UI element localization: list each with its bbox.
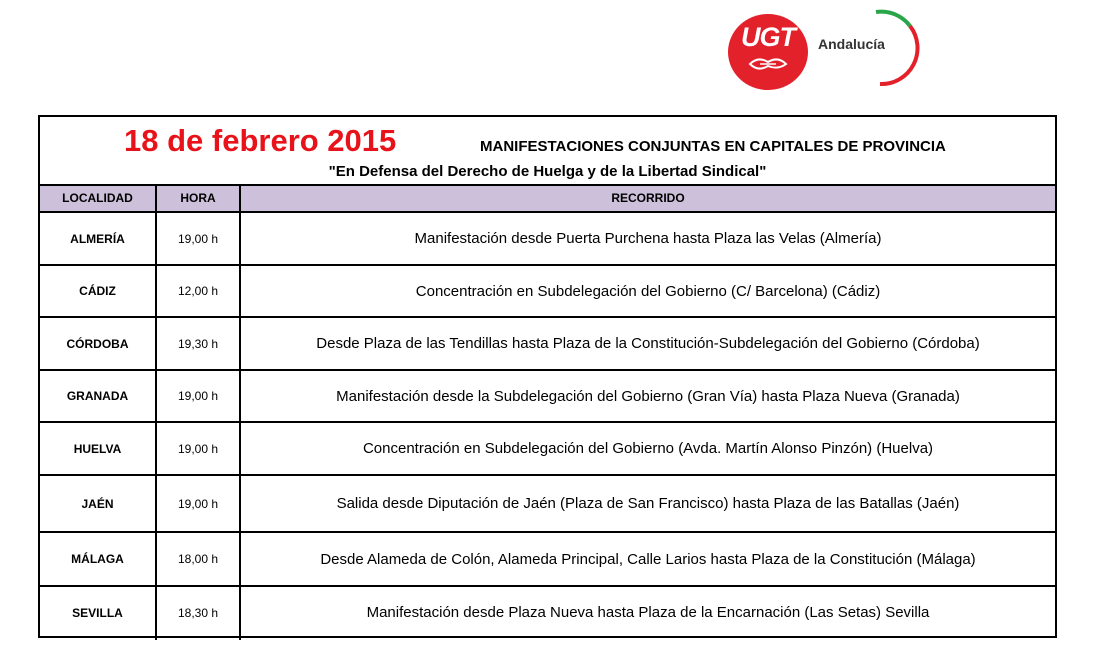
- handshake-icon: [748, 54, 788, 74]
- cell-recorrido: Manifestación desde Puerta Purchena hasta Plaza las Velas (Almería): [414, 230, 882, 247]
- cell-recorrido: Salida desde Diputación de Jaén (Plaza de San Francisco) hasta Plaza de las Batallas (Jaén): [336, 495, 960, 512]
- document-heading: MANIFESTACIONES CONJUNTAS EN CAPITALES DE PROVINCIA: [480, 138, 946, 155]
- document-subheading: "En Defensa del Derecho de Huelga y de la Libertad Sindical": [328, 163, 767, 180]
- cell-recorrido: Manifestación desde Plaza Nueva hasta Plaza de la Encarnación (Las Setas) Sevilla: [366, 604, 930, 621]
- event-date: 18 de febrero 2015: [124, 123, 397, 158]
- cell-recorrido: Concentración en Subdelegación del Gobierno (C/ Barcelona) (Cádiz): [415, 282, 881, 300]
- cell-hora: 19,00 h: [177, 389, 219, 403]
- table-header: [40, 184, 1055, 213]
- cell-localidad: SEVILLA: [72, 605, 123, 620]
- table-row: [40, 587, 1055, 638]
- cell-localidad: CÓRDOBA: [66, 336, 129, 351]
- cell-recorrido: Desde Plaza de las Tendillas hasta Plaza de la Constitución-Subdelegación del Gobierno (Córdoba): [316, 335, 980, 352]
- cell-localidad: JAÉN: [81, 496, 114, 511]
- cell-localidad: ALMERÍA: [70, 231, 125, 246]
- cell-hora: 19,30 h: [177, 336, 219, 351]
- cell-recorrido: Desde Alameda de Colón, Alameda Principal, Calle Larios hasta Plaza de la Constitución (Málaga): [320, 550, 976, 568]
- table-row: [40, 318, 1055, 371]
- cell-hora: 18,30 h: [177, 605, 219, 620]
- cell-localidad: MÁLAGA: [71, 552, 124, 566]
- table-row: [40, 371, 1055, 423]
- cell-localidad: CÁDIZ: [79, 284, 116, 298]
- cell-hora: 12,00 h: [177, 284, 219, 298]
- table-row: [40, 213, 1055, 266]
- ugt-logo-text: UGT: [741, 22, 795, 52]
- table-row: [40, 423, 1055, 476]
- cell-hora: 19,00 h: [177, 496, 219, 511]
- cell-recorrido: Manifestación desde la Subdelegación del Gobierno (Gran Vía) hasta Plaza Nueva (Granada): [336, 387, 960, 405]
- table-row: [40, 533, 1055, 587]
- cell-hora: 18,00 h: [177, 552, 219, 566]
- cell-hora: 19,00 h: [177, 441, 219, 456]
- column-header-recorrido: RECORRIDO: [611, 191, 685, 205]
- cell-localidad: HUELVA: [73, 441, 122, 456]
- cell-recorrido: Concentración en Subdelegación del Gobierno (Avda. Martín Alonso Pinzón) (Huelva): [362, 440, 934, 457]
- cell-localidad: GRANADA: [66, 389, 129, 403]
- logo-region-text: Andalucía: [818, 36, 885, 52]
- table-row: [40, 266, 1055, 318]
- ugt-andalucia-logo: [728, 8, 924, 88]
- cell-hora: 19,00 h: [177, 231, 219, 246]
- schedule-document: [38, 115, 1057, 638]
- title-area: [40, 117, 1055, 185]
- logo-arc-icon: [870, 8, 926, 88]
- table-row: [40, 476, 1055, 533]
- column-header-localidad: LOCALIDAD: [62, 191, 133, 205]
- column-header-hora: HORA: [180, 191, 216, 205]
